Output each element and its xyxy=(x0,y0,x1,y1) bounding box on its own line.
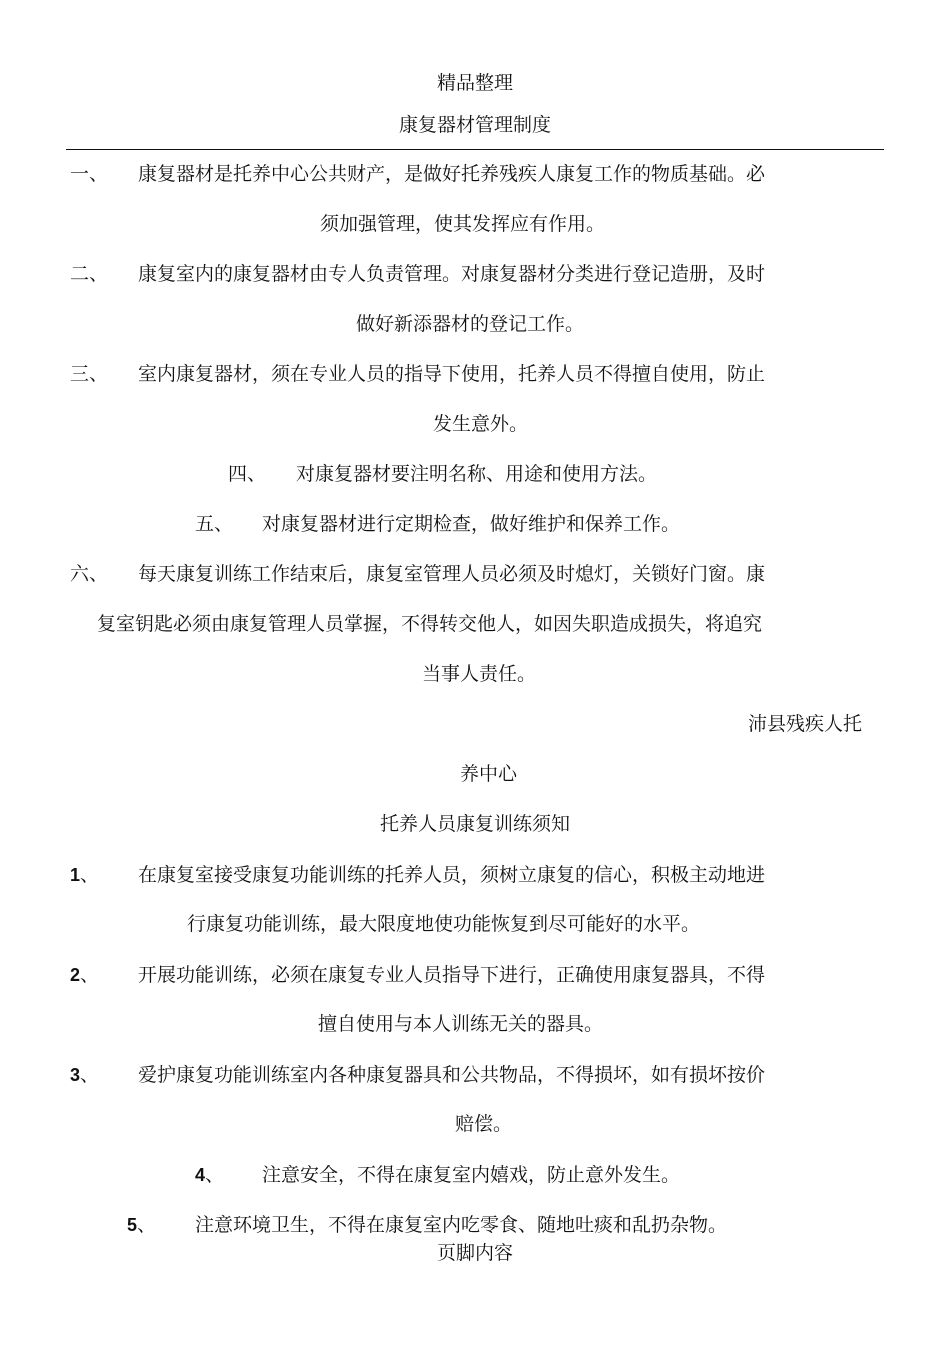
notice-sep-1: 、 xyxy=(80,864,100,886)
notice-sep-5: 、 xyxy=(137,1214,157,1236)
notice-sep-3: 、 xyxy=(80,1064,100,1086)
rule-number-4: 四、 xyxy=(228,463,267,485)
notice-number-3 xyxy=(70,1062,99,1088)
notice-digit-5: 5 xyxy=(127,1215,138,1235)
notice-number-1 xyxy=(70,862,99,888)
rule-text-1-line-2: 须加强管理，使其发挥应有作用。 xyxy=(320,213,606,235)
notice-text-3-line-1: 爱护康复功能训练室内各种康复器具和公共物品，不得损坏，如有损坏按价 xyxy=(138,1064,766,1086)
rule-text-3-line-2: 发生意外。 xyxy=(433,413,529,435)
rule-text-2-line-2: 做好新添器材的登记工作。 xyxy=(356,313,585,335)
notice-title: 托养人员康复训练须知 xyxy=(379,813,570,835)
signature-line-1: 沛县残疾人托 xyxy=(748,713,863,735)
notice-text-2-line-2: 擅自使用与本人训练无关的器具。 xyxy=(318,1013,604,1035)
notice-sep-4: 、 xyxy=(205,1164,225,1186)
notice-digit-4: 4 xyxy=(195,1165,206,1185)
rule-number-6: 六、 xyxy=(70,563,109,585)
rule-text-5: 对康复器材进行定期检查，做好维护和保养工作。 xyxy=(262,513,681,535)
notice-digit-3: 3 xyxy=(70,1065,81,1085)
notice-digit-2: 2 xyxy=(70,965,81,985)
notice-number-2 xyxy=(70,962,99,988)
rule-text-4: 对康复器材要注明名称、用途和使用方法。 xyxy=(296,463,658,485)
notice-number-5 xyxy=(127,1212,156,1238)
notice-sep-2: 、 xyxy=(80,964,100,986)
rule-text-3-line-1: 室内康复器材，须在专业人员的指导下使用，托养人员不得擅自使用，防止 xyxy=(138,363,766,385)
notice-text-3-line-2: 赔偿。 xyxy=(455,1113,513,1135)
rule-number-3: 三、 xyxy=(70,363,109,385)
top-label: 精品整理 xyxy=(436,72,513,94)
rule-text-1-line-1: 康复器材是托养中心公共财产，是做好托养残疾人康复工作的物质基础。必 xyxy=(138,163,766,185)
notice-number-4 xyxy=(195,1162,224,1188)
notice-text-2-line-1: 开展功能训练，必须在康复专业人员指导下进行，正确使用康复器具，不得 xyxy=(138,964,766,986)
rule-number-1: 一、 xyxy=(70,163,109,185)
rule-number-5: 五、 xyxy=(195,513,234,535)
rule-text-2-line-1: 康复室内的康复器材由专人负责管理。对康复器材分类进行登记造册，及时 xyxy=(138,263,766,285)
rule-number-2: 二、 xyxy=(70,263,109,285)
rule-text-6-line-3: 当事人责任。 xyxy=(422,663,537,685)
notice-text-5: 注意环境卫生，不得在康复室内吃零食、随地吐痰和乱扔杂物。 xyxy=(195,1214,728,1236)
rule-text-6-line-2: 复室钥匙必须由康复管理人员掌握，不得转交他人，如因失职造成损失，将追究 xyxy=(97,613,763,635)
rule-text-6-line-1: 每天康复训练工作结束后，康复室管理人员必须及时熄灯，关锁好门窗。康 xyxy=(138,563,766,585)
notice-text-1-line-2: 行康复功能训练，最大限度地使功能恢复到尽可能好的水平。 xyxy=(187,913,701,935)
notice-text-1-line-1: 在康复室接受康复功能训练的托养人员，须树立康复的信心，积极主动地进 xyxy=(138,864,766,886)
page-footer: 页脚内容 xyxy=(436,1242,513,1264)
document-title: 康复器材管理制度 xyxy=(398,114,551,136)
signature-line-2: 养中心 xyxy=(460,763,518,785)
notice-text-4: 注意安全，不得在康复室内嬉戏，防止意外发生。 xyxy=(262,1164,681,1186)
notice-digit-1: 1 xyxy=(70,865,81,885)
title-divider xyxy=(66,149,884,150)
